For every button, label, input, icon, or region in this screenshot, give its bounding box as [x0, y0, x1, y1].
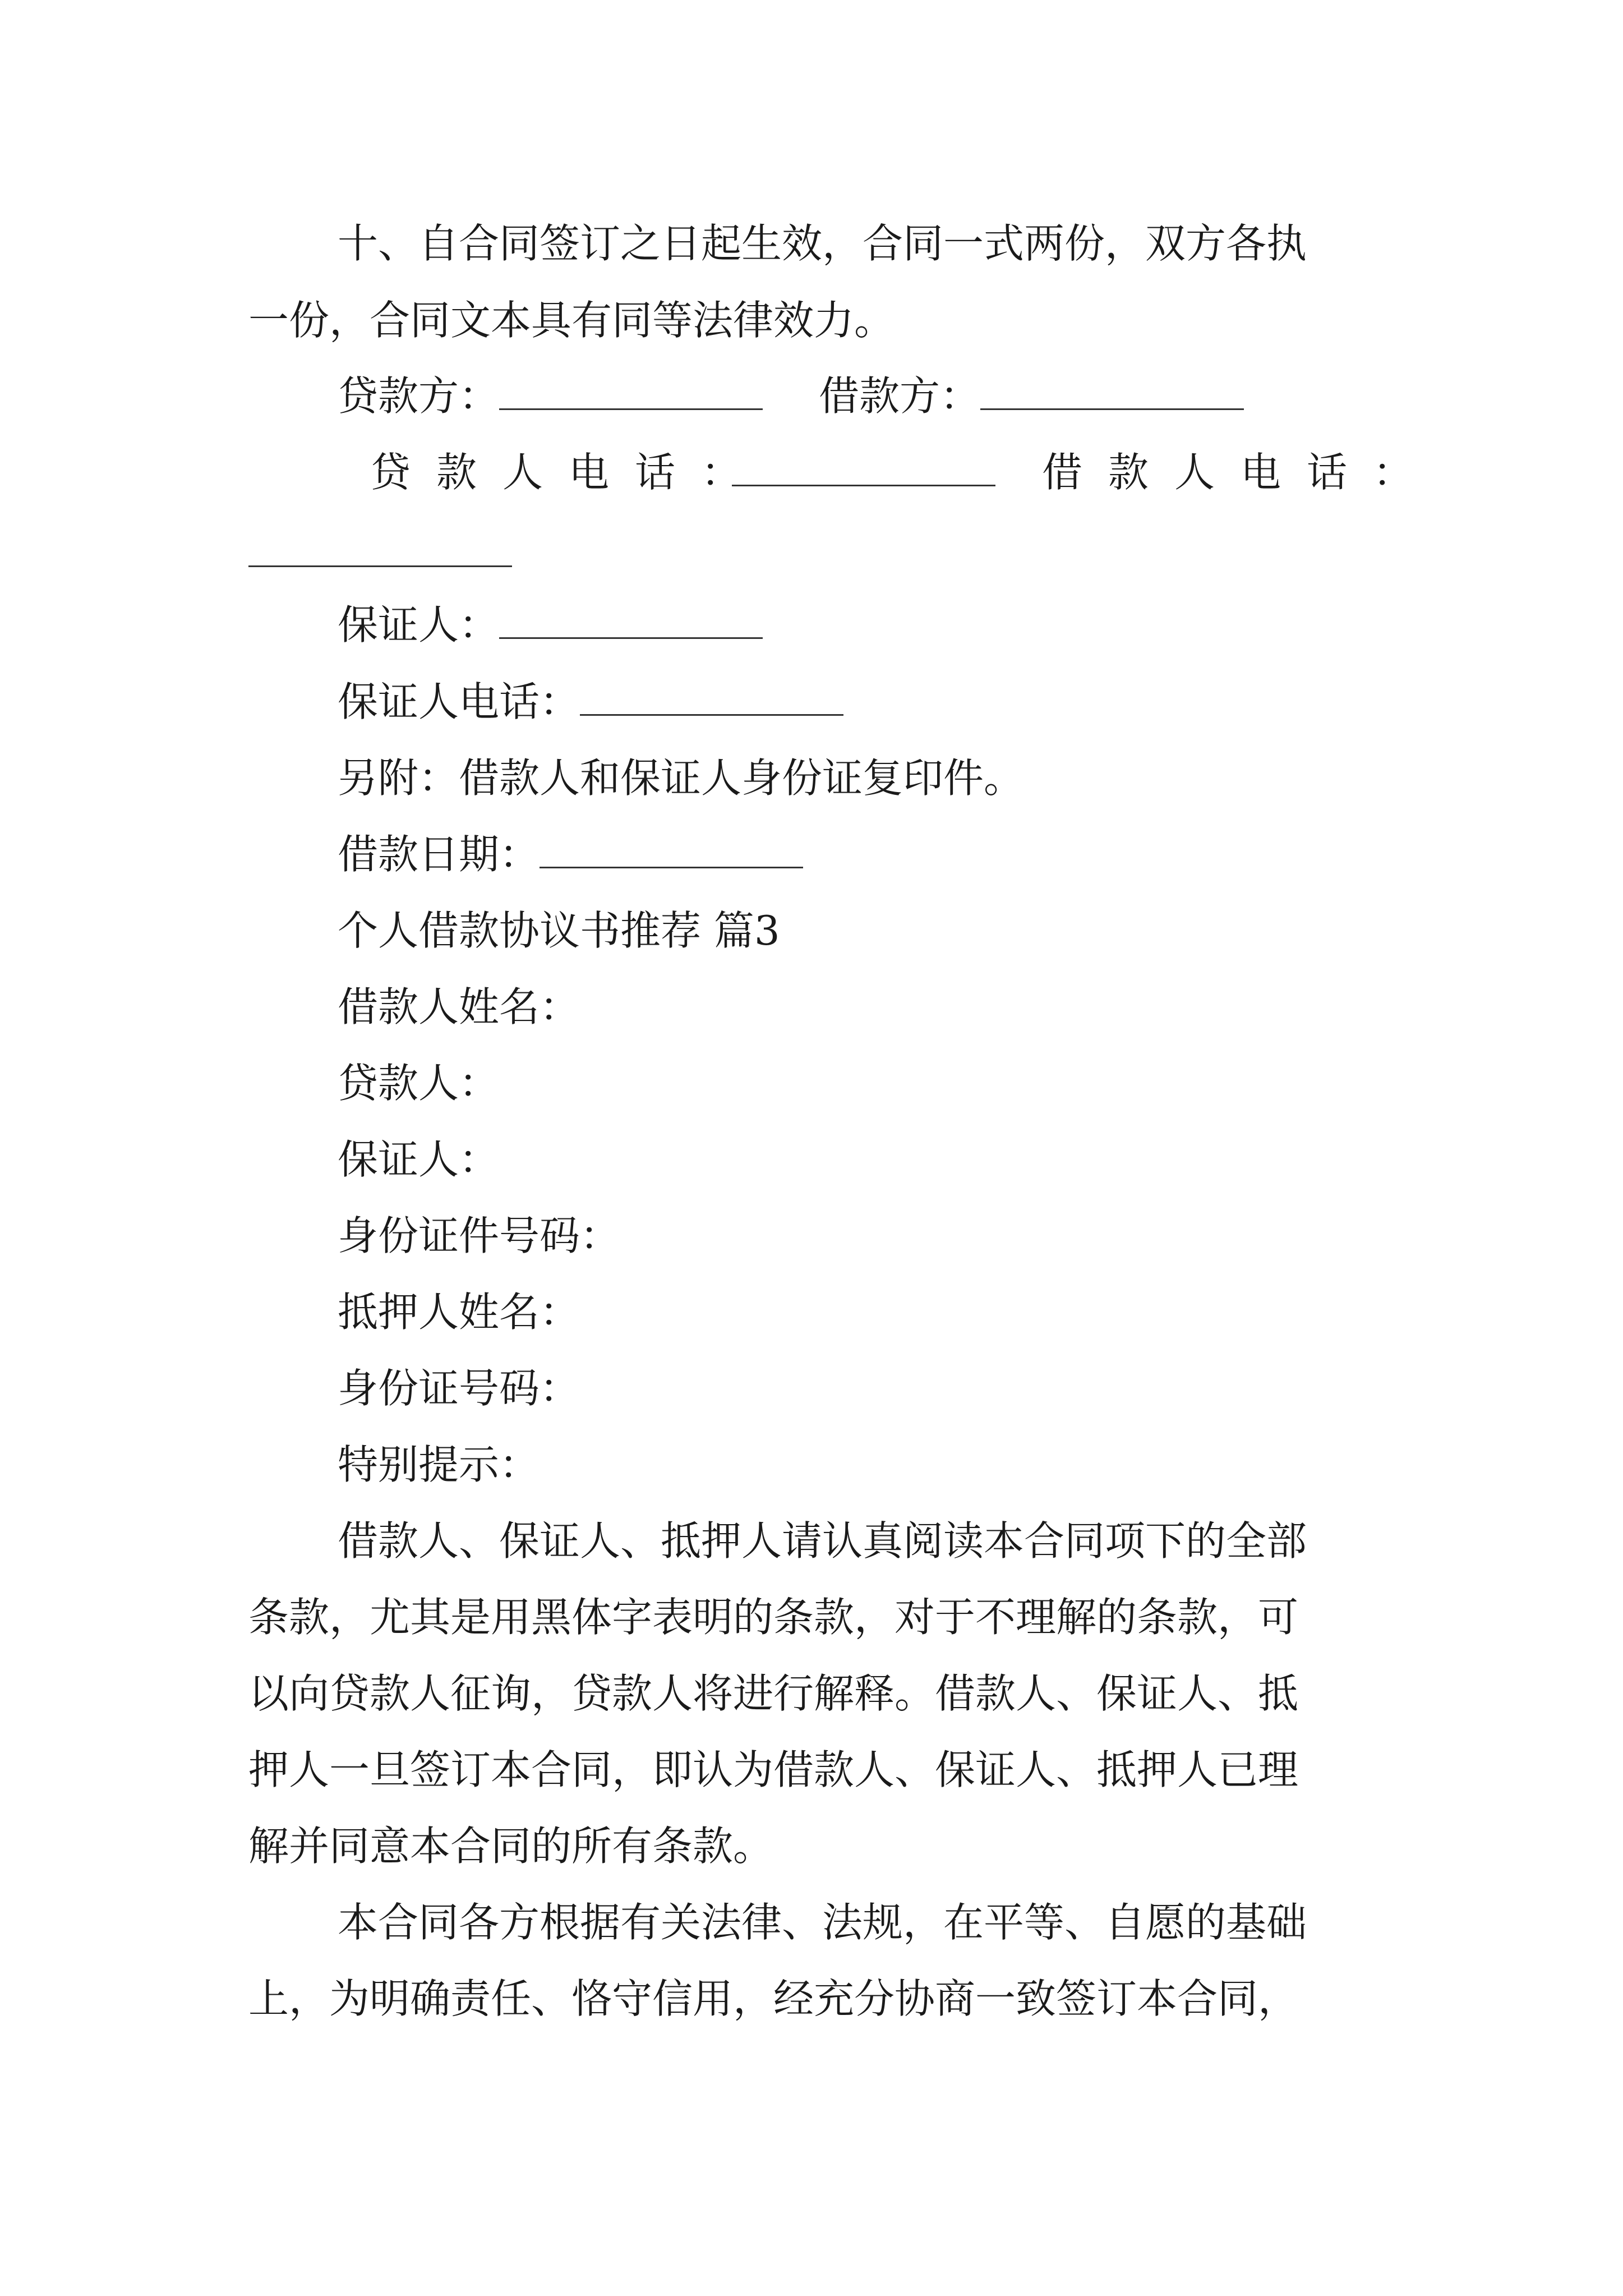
loan-date-row: [338, 831, 803, 878]
lender-phone-row: [732, 452, 995, 493]
field-guarantor: 保证人：: [338, 1136, 500, 1183]
lender-phone-blank[interactable]: [732, 485, 995, 486]
borrower-blank[interactable]: [980, 408, 1244, 410]
notice-label: 特别提示：: [338, 1441, 540, 1488]
loan-date-label: 借款日期：: [338, 831, 540, 878]
borrower-phone-blank[interactable]: [248, 565, 512, 567]
lender-blank[interactable]: [499, 408, 763, 410]
notice-line-4: 押人一旦签订本合同，即认为借款人、保证人、抵押人已理: [248, 1746, 1299, 1793]
notice-line-5: 解并同意本合同的所有条款。: [248, 1823, 774, 1870]
notice-line-3: 以向贷款人征询，贷款人将进行解释。借款人、保证人、抵: [248, 1670, 1299, 1717]
loan-date-blank[interactable]: [540, 867, 803, 868]
attachment-note: 另附：借款人和保证人身份证复印件。: [338, 754, 1025, 802]
field-id-number: 身份证件号码：: [338, 1212, 621, 1259]
lender-label: 贷款方：: [338, 372, 500, 420]
borrower-phone-row: [248, 533, 512, 573]
field-mortgagor-name: 抵押人姓名：: [338, 1289, 580, 1336]
field-borrower-name: 借款人姓名：: [338, 983, 580, 1030]
guarantor-phone-label: 保证人电话：: [338, 678, 580, 725]
notice-line-1: 借款人、保证人、抵押人请认真阅读本合同项下的全部: [338, 1517, 1307, 1565]
section-3-title: 个人借款协议书推荐 篇3: [338, 907, 780, 954]
borrower-signature-row: [819, 372, 1244, 420]
guarantor-phone-blank[interactable]: [580, 714, 843, 716]
preamble-line-1: 本合同各方根据有关法律、法规，在平等、自愿的基础: [338, 1899, 1307, 1946]
guarantor-label: 保证人：: [338, 601, 500, 648]
field-id-card-number: 身份证号码：: [338, 1365, 580, 1412]
borrower-label: 借款方：: [819, 372, 981, 420]
borrower-phone-label: 借款人电话：: [1042, 449, 1440, 496]
clause-10-line-1: 十、自合同签订之日起生效，合同一式两份，双方各执: [338, 220, 1307, 267]
field-lender: 贷款人：: [338, 1060, 500, 1107]
guarantor-blank[interactable]: [499, 637, 763, 639]
clause-10-line-2: 一份，合同文本具有同等法律效力。: [248, 297, 895, 344]
preamble-line-2: 上，为明确责任、恪守信用，经充分协商一致签订本合同，: [248, 1975, 1299, 2022]
lender-signature-row: [338, 372, 763, 420]
guarantor-phone-row: [338, 678, 843, 725]
lender-phone-label: 贷款人电话：: [370, 449, 768, 496]
notice-line-2: 条款，尤其是用黑体字表明的条款，对于不理解的条款，可: [248, 1594, 1299, 1641]
guarantor-row: [338, 601, 763, 648]
